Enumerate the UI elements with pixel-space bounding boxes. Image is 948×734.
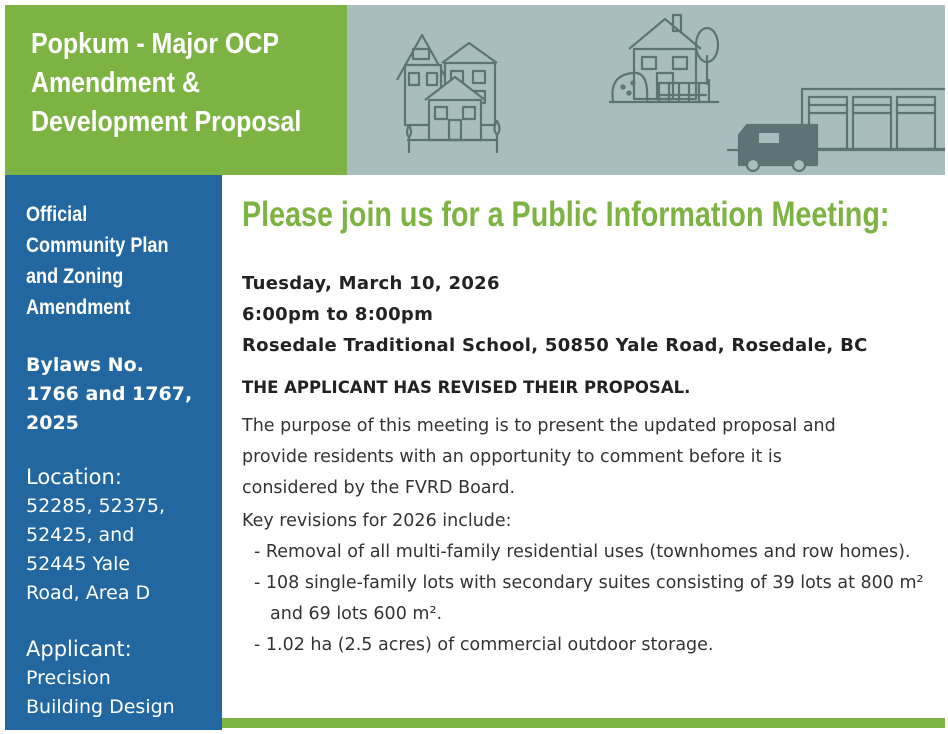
tree-icon — [696, 28, 718, 85]
rv-camper-icon — [739, 125, 817, 171]
applicant-line: Building Design — [26, 696, 175, 718]
title-line: Popkum - Major OCP — [31, 28, 280, 60]
purpose-line: provide residents with an opportunity to comment before it is — [242, 447, 782, 467]
revised-notice: THE APPLICANT HAS REVISED THEIR PROPOSAL. — [242, 378, 691, 397]
revisions-list — [242, 537, 932, 661]
purpose-paragraph — [242, 411, 932, 504]
houses-icon — [397, 35, 500, 153]
location-text — [26, 492, 212, 608]
heading-line: Community Plan — [26, 234, 169, 257]
storage-garage-icon — [802, 89, 945, 149]
purpose-line: considered by the FVRD Board. — [242, 478, 516, 498]
title-line: Development Proposal — [31, 106, 302, 138]
bottom-accent-bar — [222, 718, 945, 728]
heading-line: and Zoning — [26, 265, 124, 288]
location-line: 52425, and — [26, 524, 135, 546]
bylaws-line: Bylaws No. — [26, 354, 144, 376]
meeting-title: Please join us for a Public Information Meeting: — [242, 195, 890, 234]
list-item: - 1.02 ha (2.5 acres) of commercial outdoor storage. — [254, 635, 714, 655]
house-illustration-banner — [347, 5, 945, 175]
location-heading: Location: — [26, 465, 122, 489]
main-content — [242, 194, 932, 661]
info-sidebar — [5, 175, 222, 730]
heading-line: Official — [26, 203, 88, 226]
bylaws-info — [26, 351, 212, 438]
document-title — [31, 25, 303, 142]
location-line: Road, Area D — [26, 582, 151, 604]
house-with-fence-icon — [609, 15, 719, 102]
purpose-line: The purpose of this meeting is to present the updated proposal and — [242, 416, 836, 436]
heading-line: Amendment — [26, 296, 131, 319]
list-item: - Removal of all multi-family residential uses (townhomes and row homes). — [254, 542, 911, 562]
location-line: 52285, 52375, — [26, 495, 166, 517]
applicant-line: Precision — [26, 667, 111, 689]
meeting-details — [242, 268, 932, 361]
list-item: - 108 single-family lots with secondary suites consisting of 39 lots at 800 m² and 69 lots 600 m². — [254, 573, 924, 624]
title-box — [5, 5, 347, 175]
bylaws-line: 2025 — [26, 412, 79, 434]
amendment-heading — [26, 199, 186, 323]
meeting-location: Rosedale Traditional School, 50850 Yale Road, Rosedale, BC — [242, 335, 868, 356]
title-line: Amendment & — [31, 67, 201, 99]
bylaws-line: 1766 and 1767, — [26, 383, 193, 405]
houses-illustration — [347, 5, 945, 175]
meeting-time: 6:00pm to 8:00pm — [242, 304, 434, 325]
meeting-date: Tuesday, March 10, 2026 — [242, 273, 500, 294]
key-revisions-intro: Key revisions for 2026 include: — [242, 511, 512, 531]
applicant-text — [26, 664, 212, 722]
location-line: 52445 Yale — [26, 553, 131, 575]
applicant-heading: Applicant: — [26, 637, 132, 661]
